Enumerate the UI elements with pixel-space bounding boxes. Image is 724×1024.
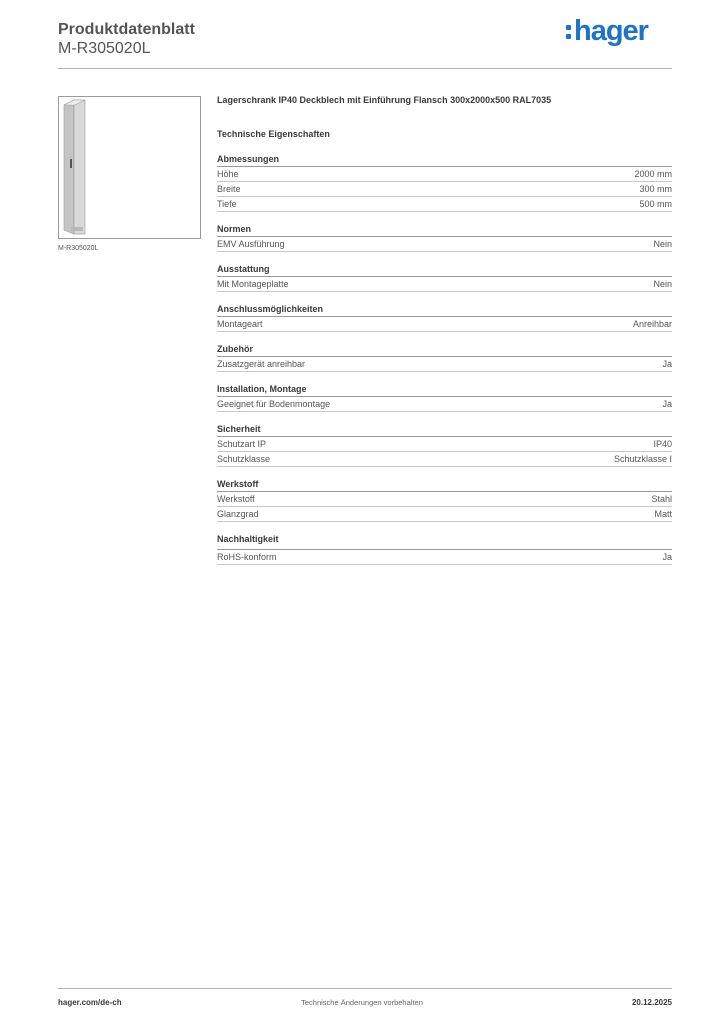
property-label: Breite	[217, 184, 241, 194]
section-title: Ausstattung	[217, 263, 672, 277]
property-row	[217, 277, 672, 292]
cabinet-icon	[59, 97, 200, 238]
property-label: Mit Montageplatte	[217, 279, 289, 289]
image-caption: M-R305020L	[58, 245, 99, 252]
property-label: Schutzart IP	[217, 439, 267, 449]
property-value: Schutzklasse I	[613, 454, 672, 464]
property-row	[217, 182, 672, 197]
property-row	[217, 452, 672, 467]
property-row	[217, 437, 672, 452]
section-zubehoer	[217, 343, 672, 372]
section-title: Normen	[217, 223, 672, 237]
section-title: Sicherheit	[217, 423, 672, 437]
property-row	[217, 237, 672, 252]
section-normen	[217, 223, 672, 252]
property-label: Tiefe	[217, 199, 237, 209]
section-title: Anschlussmöglichkeiten	[217, 303, 672, 317]
section-ausstattung	[217, 263, 672, 292]
property-row	[217, 397, 672, 412]
article-number: M-R305020L	[58, 40, 151, 57]
section-anschlussmoeglichkeiten	[217, 303, 672, 332]
property-value: Nein	[653, 239, 672, 249]
property-value: Anreihbar	[632, 319, 672, 329]
property-label: Montageart	[217, 319, 263, 329]
hager-logo	[566, 14, 648, 48]
section-sicherheit	[217, 423, 672, 467]
property-label: RoHS-konform	[217, 552, 277, 562]
logo-colon-icon	[566, 25, 572, 41]
section-title: Installation, Montage	[217, 383, 672, 397]
property-value: Stahl	[651, 494, 672, 504]
property-label: Glanzgrad	[217, 509, 259, 519]
property-value: IP40	[653, 439, 672, 449]
property-label: EMV Ausführung	[217, 239, 285, 249]
property-row	[217, 317, 672, 332]
section-abmessungen	[217, 153, 672, 212]
property-value: Nein	[653, 279, 672, 289]
document-title: Produktdatenblatt	[58, 21, 195, 38]
property-row	[217, 492, 672, 507]
property-row	[217, 197, 672, 212]
section-nachhaltigkeit	[217, 533, 672, 565]
property-row	[217, 507, 672, 522]
property-label: Geeignet für Bodenmontage	[217, 399, 331, 409]
footer-divider	[58, 988, 672, 989]
property-value: Ja	[662, 552, 672, 562]
property-label: Höhe	[217, 169, 239, 179]
tech-properties-heading: Technische Eigenschaften	[217, 129, 330, 139]
property-row	[217, 550, 672, 565]
property-value: 300 mm	[639, 184, 672, 194]
section-installation-montage	[217, 383, 672, 412]
product-description: Lagerschrank IP40 Deckblech mit Einführung Flansch 300x2000x500 RAL7035	[217, 95, 552, 105]
section-title: Abmessungen	[217, 153, 672, 167]
property-row	[217, 167, 672, 182]
property-value: Ja	[662, 359, 672, 369]
section-werkstoff	[217, 478, 672, 522]
property-row	[217, 357, 672, 372]
property-value: Ja	[662, 399, 672, 409]
property-label: Schutzklasse	[217, 454, 271, 464]
footer-website-link[interactable]: hager.com/de-ch	[58, 998, 122, 1007]
section-title: Werkstoff	[217, 478, 672, 492]
product-details	[217, 93, 672, 565]
property-value: Matt	[654, 509, 672, 519]
logo-text: hager	[574, 15, 648, 47]
property-value: 2000 mm	[634, 169, 672, 179]
header-divider	[58, 68, 672, 69]
property-value: 500 mm	[639, 199, 672, 209]
product-image	[58, 96, 201, 239]
section-title: Zubehör	[217, 343, 672, 357]
footer-date: 20.12.2025	[631, 998, 672, 1007]
property-label: Werkstoff	[217, 494, 255, 504]
property-label: Zusatzgerät anreihbar	[217, 359, 306, 369]
section-title: Nachhaltigkeit	[217, 533, 672, 550]
footer-disclaimer: Technische Änderungen vorbehalten	[301, 998, 423, 1007]
